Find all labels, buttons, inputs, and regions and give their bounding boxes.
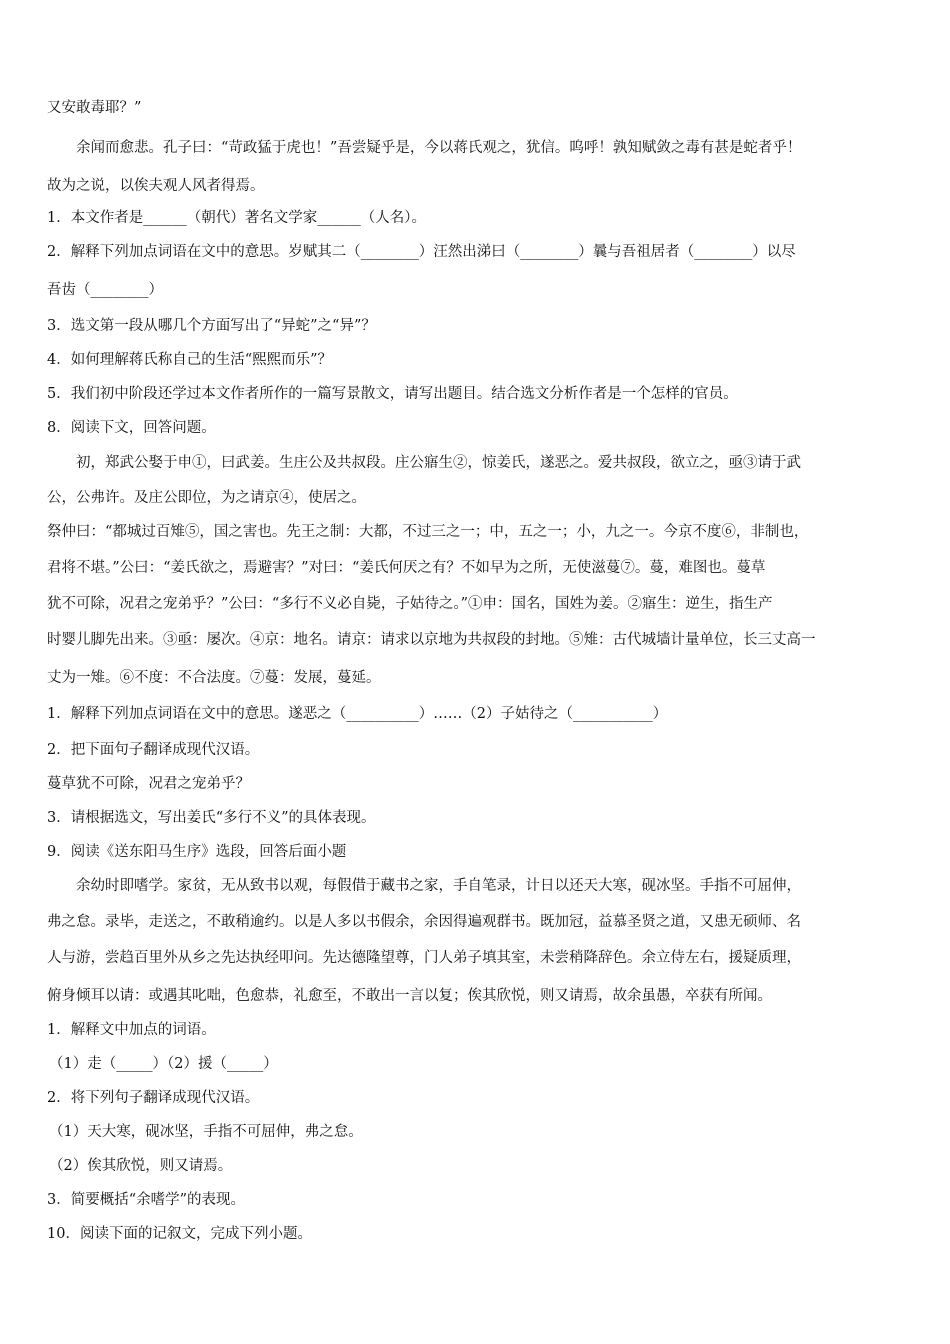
text-line: 君将不堪。”公曰：“姜氏欲之，焉避害？”对曰：“姜氏何厌之有？不如早为之所，无使滋蔓⑦。蔓，难图也。蔓草 [47, 560, 766, 576]
text-line: 又安敢毒耶？” [47, 100, 142, 116]
question-4: 4．如何理解蒋氏称自己的生活“熙熙而乐”？ [47, 352, 333, 368]
question-1: 1．解释下列加点词语在文中的意思。遂恶之（__________）……（2）子姑待之（___________） [47, 706, 668, 722]
text-line: 蔓草犹不可除，况君之宠弟乎？ [47, 776, 250, 792]
text-line: 祭仲曰：“都城过百雉⑤，国之害也。先王之制：大都，不过三之一；中，五之一；小，九之一。今京不度⑥，非制也， [47, 524, 809, 540]
text-line: 初，郑武公娶于申①，曰武姜。生庄公及共叔段。庄公寤生②，惊姜氏，遂恶之。爱共叔段，欲立之，亟③请于武 [76, 455, 801, 471]
question-1: 1．解释文中加点的词语。 [47, 1022, 216, 1038]
text-line: 公，公弗许。及庄公即位，为之请京④，使居之。 [47, 490, 366, 506]
question-2: 2．把下面句子翻译成现代汉语。 [47, 742, 260, 758]
section-8-heading: 8．阅读下文，回答问题。 [47, 420, 216, 436]
question-3: 3．选文第一段从哪几个方面写出了“异蛇”之“异”？ [47, 318, 376, 334]
text-line: 余幼时即嗜学。家贫，无从致书以观，每假借于藏书之家，手自笔录，计日以还天大寒，砚冰坚。手指不可屈伸， [76, 878, 801, 894]
text-line: 犹不可除，况君之宠弟乎？”公曰：“多行不义必自毙，子姑待之。”①申：国名，国姓为姜。②寤生：逆生，指生产 [47, 596, 773, 612]
text-line: 余闻而愈悲。孔子曰：“苛政猛于虎也！”吾尝疑乎是，今以蒋氏观之，犹信。呜呼！孰知赋敛之毒有甚是蛇者乎！ [76, 140, 802, 156]
text-line: （2）俟其欣悦，则又请焉。 [49, 1158, 233, 1174]
question-1: 1．本文作者是______（朝代）著名文学家______（人名）。 [47, 210, 426, 226]
text-line: 俯身倾耳以请：或遇其叱咄，色愈恭，礼愈至，不敢出一言以复；俟其欣悦，则又请焉，故余虽愚，卒获有所闻。 [47, 988, 772, 1004]
text-line: 人与游，尝趋百里外从乡之先达执经叩问。先达德隆望尊，门人弟子填其室，未尝稍降辞色。余立侍左右，援疑质理， [47, 950, 801, 966]
question-3: 3．简要概括“余嗜学”的表现。 [47, 1192, 246, 1208]
text-line: （1）走（_____）（2）援（_____） [49, 1056, 278, 1072]
section-9-heading: 9．阅读《送东阳马生序》选段，回答后面小题 [47, 844, 347, 860]
question-2: 2．解释下列加点词语在文中的意思。岁赋其二（________）汪然出涕曰（________）曩与吾祖居者（________）以尽 [47, 244, 796, 260]
question-3: 3．请根据选文，写出姜氏“多行不义”的具体表现。 [47, 810, 376, 826]
text-line: 时婴儿脚先出来。③亟：屡次。④京：地名。请京：请求以京地为共叔段的封地。⑤雉：古代城墙计量单位，长三丈高一 [47, 632, 816, 648]
text-line: 故为之说，以俟夫观人风者得焉。 [47, 178, 265, 194]
text-line: 弗之怠。录毕，走送之，不敢稍逾约。以是人多以书假余，余因得遍观群书。既加冠，益慕圣贤之道，又患无硕师、名 [47, 914, 801, 930]
text-line: 丈为一雉。⑥不度：不合法度。⑦蔓：发展，蔓延。 [47, 670, 381, 686]
text-line: （1）天大寒，砚冰坚，手指不可屈伸，弗之怠。 [49, 1124, 363, 1140]
section-10-heading: 10．阅读下面的记叙文，完成下列小题。 [47, 1226, 312, 1242]
text-line: 吾齿（________） [47, 282, 163, 298]
question-5: 5．我们初中阶段还学过本文作者所作的一篇写景散文，请写出题目。结合选文分析作者是一个怎样的官员。 [47, 386, 738, 402]
question-2: 2．将下列句子翻译成现代汉语。 [47, 1090, 260, 1106]
